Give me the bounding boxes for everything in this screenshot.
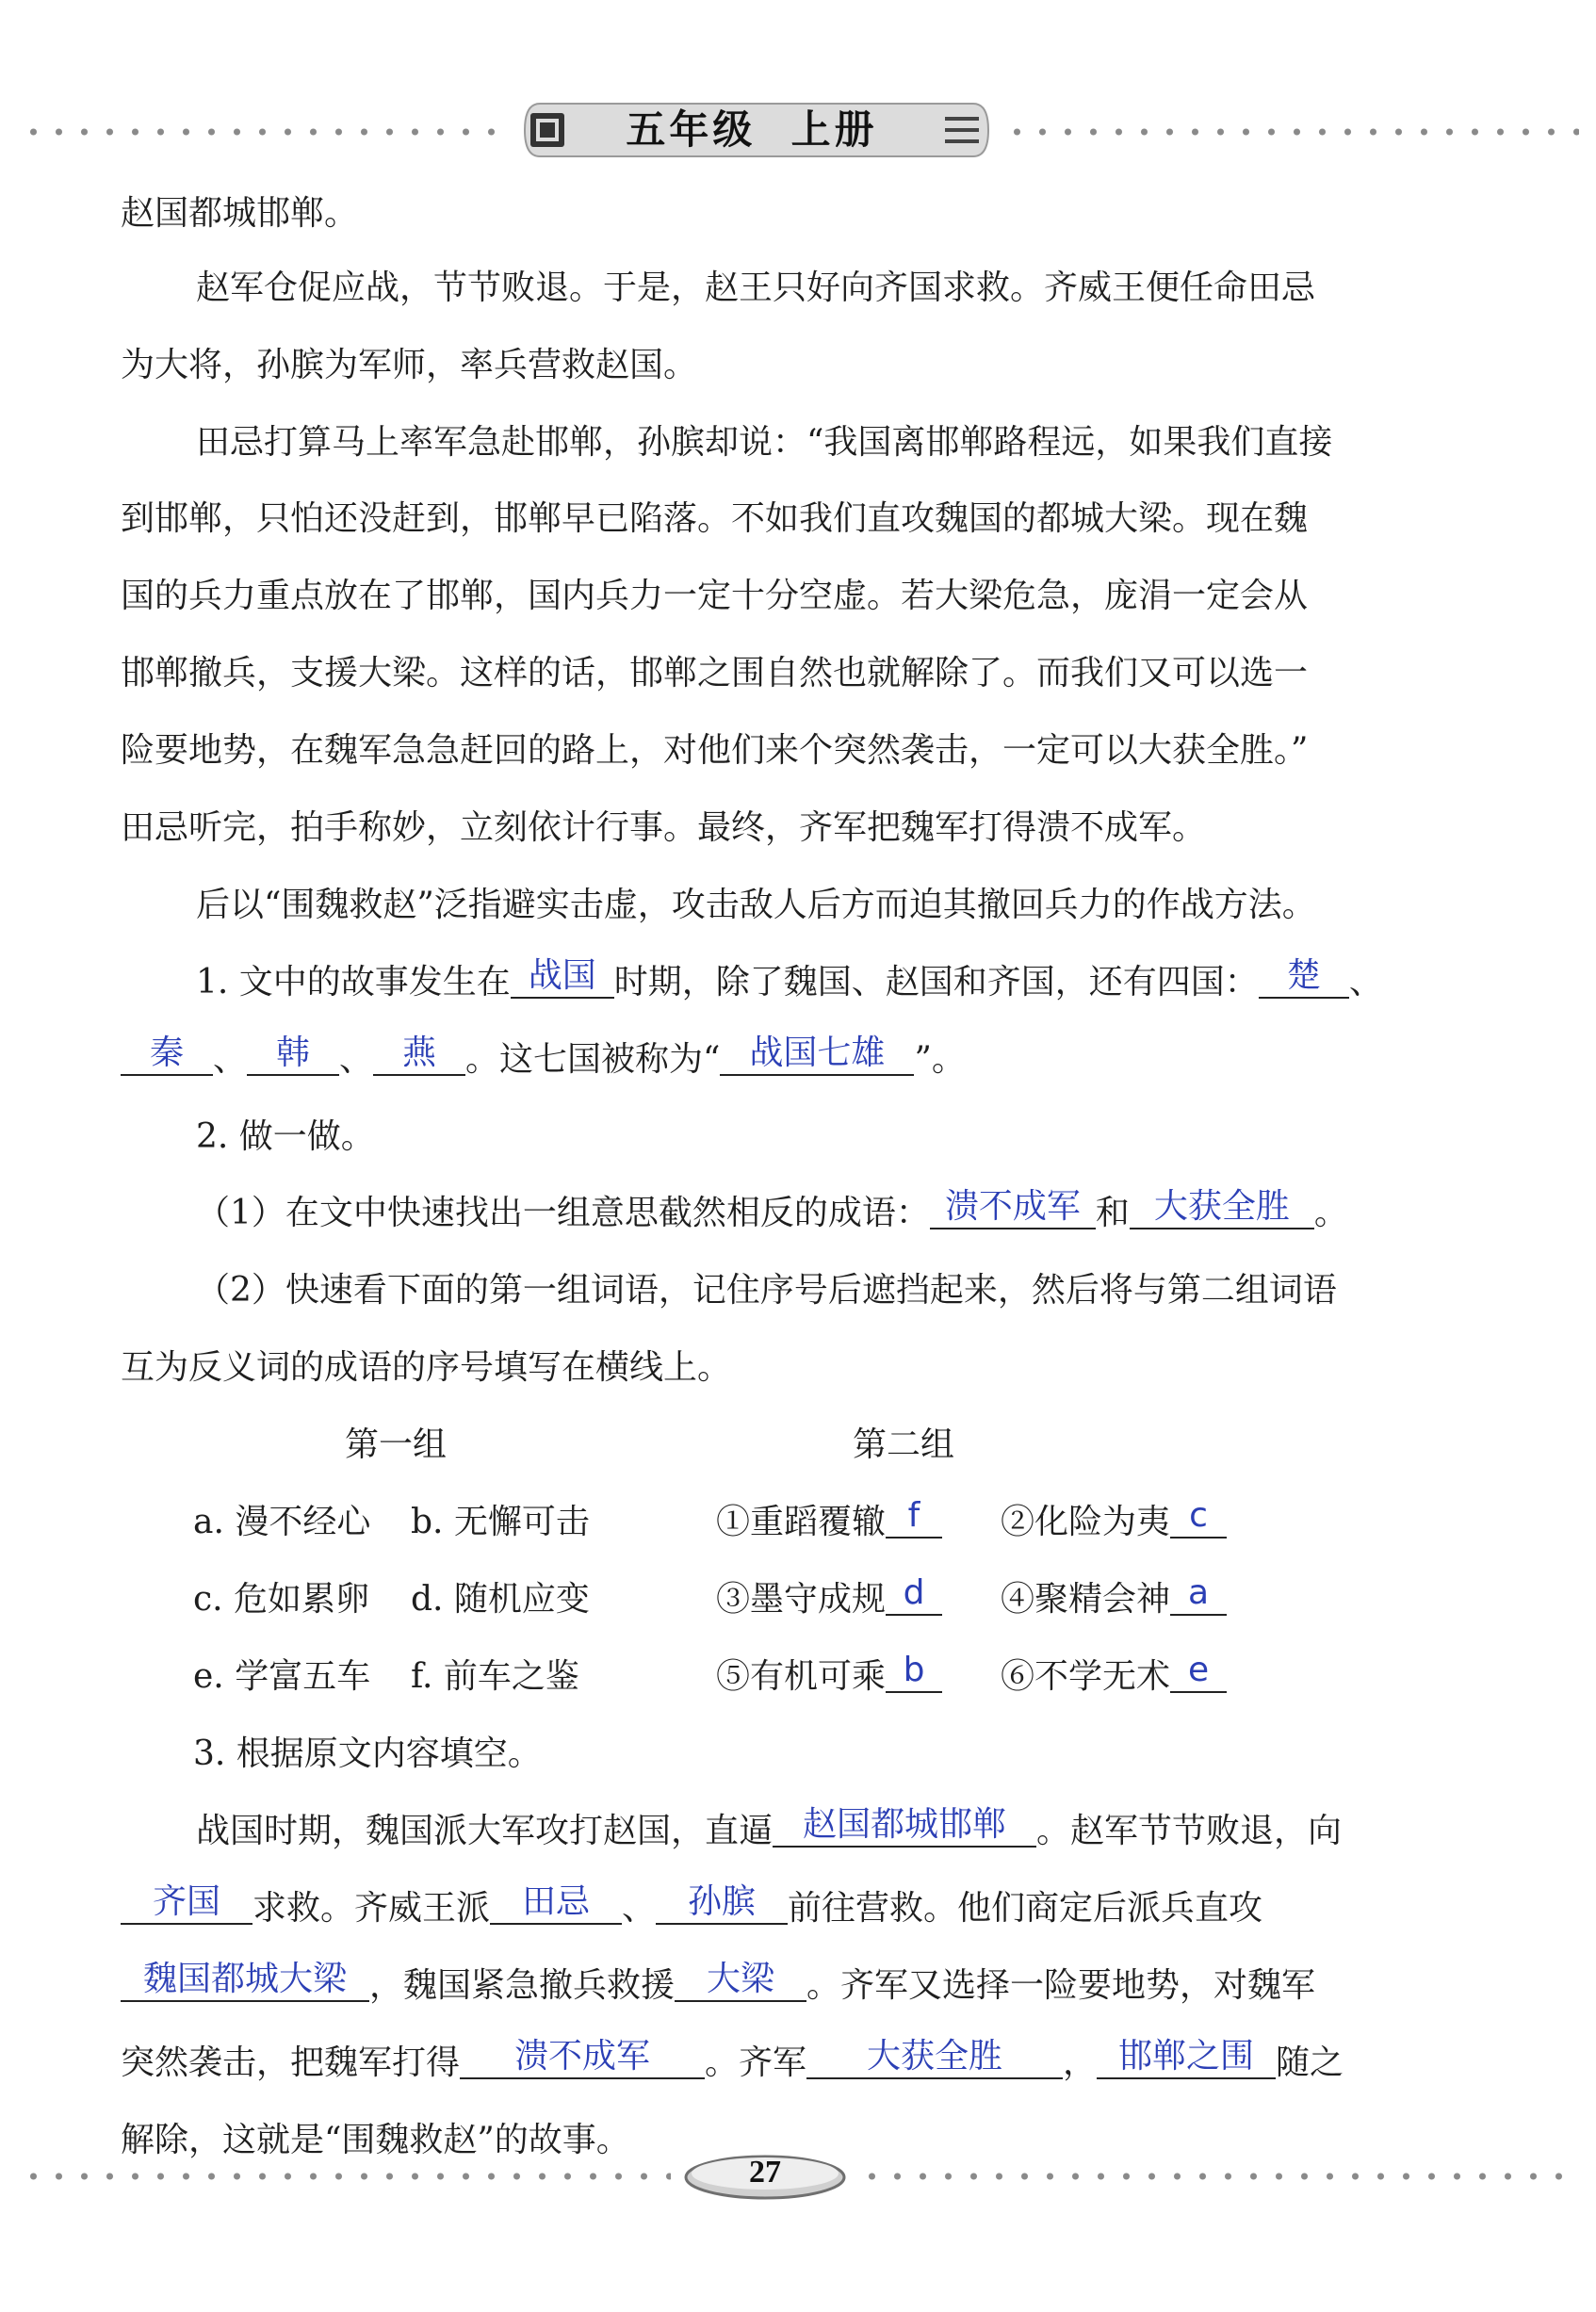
q1-blank-state[interactable] xyxy=(1259,956,1349,999)
group2-item xyxy=(1001,1573,1227,1620)
group2-text: ④聚精会神 xyxy=(1001,1580,1171,1619)
q3-blank[interactable] xyxy=(806,2037,1063,2079)
q3-blank[interactable] xyxy=(121,1960,369,2002)
answer-text: 溃不成军 xyxy=(944,1187,1081,1226)
passage-line: 到邯郸，只怕还没赶到，邯郸早已陷落。不如我们直攻魏国的都城大梁。现在魏 xyxy=(121,499,1309,538)
q3-sep: ， xyxy=(1063,2043,1098,2082)
q3-text: 。齐军又选择一险要地势，对魏军 xyxy=(806,1966,1316,2005)
answer-text: 田忌 xyxy=(522,1882,591,1921)
q2-sub2-line1: （2）快速看下面的第一组词语，记住序号后遮挡起来，然后将与第二组词语 xyxy=(196,1271,1337,1310)
group1-item: a. 漫不经心 xyxy=(193,1503,371,1541)
header-banner xyxy=(521,102,992,158)
answer-text: c xyxy=(1189,1496,1208,1535)
group2-label: 第二组 xyxy=(853,1425,955,1464)
q1-text: ”。 xyxy=(914,1040,966,1079)
q3-text: ，魏国紧急撤兵救援 xyxy=(369,1966,676,2005)
q2-title: 2. 做一做。 xyxy=(196,1117,375,1156)
q3-text: 。齐军 xyxy=(705,2043,807,2082)
footer-dots-left xyxy=(21,2173,671,2180)
q2-text: （1）在文中快速找出一组意思截然相反的成语： xyxy=(196,1194,930,1232)
q1-line-1 xyxy=(196,956,1383,1003)
header-dots-left xyxy=(21,128,511,136)
q3-blank[interactable] xyxy=(656,1882,788,1925)
group2-blank[interactable] xyxy=(886,1573,942,1616)
q3-line-5: 解除，这就是“围魏救赵”的故事。 xyxy=(121,2121,630,2159)
q1-blank-period[interactable] xyxy=(511,956,614,999)
group1-item: c. 危如累卵 xyxy=(193,1580,370,1619)
q2-sub1 xyxy=(196,1187,1348,1234)
group2-blank[interactable] xyxy=(886,1496,942,1539)
group2-text: ③墨守成规 xyxy=(716,1580,887,1619)
group1-item: b. 无懈可击 xyxy=(411,1503,590,1541)
q3-text: 前往营救。他们商定后派兵直攻 xyxy=(788,1889,1263,1928)
q2-blank-idiom[interactable] xyxy=(1130,1187,1314,1229)
group2-item xyxy=(716,1651,942,1698)
q3-blank[interactable] xyxy=(1097,2037,1276,2079)
answer-text: 溃不成军 xyxy=(514,2037,651,2076)
passage-line: 后以“围魏救赵”泛指避实击虚，攻击敌人后方而迫其撤回兵力的作战方法。 xyxy=(196,886,1316,924)
q3-line-4 xyxy=(121,2037,1344,2084)
group2-item xyxy=(1001,1651,1227,1698)
answer-text: 楚 xyxy=(1286,956,1321,995)
group1-item: f. 前车之鉴 xyxy=(411,1657,579,1696)
header-title: 五年级 上册 xyxy=(626,106,878,153)
q2-blank-idiom[interactable] xyxy=(930,1187,1096,1229)
passage-line: 险要地势，在魏军急急赶回的路上，对他们来个突然袭击，一定可以大获全胜。” xyxy=(121,731,1309,770)
group2-blank[interactable] xyxy=(1170,1496,1227,1539)
q1-blank-state[interactable] xyxy=(121,1034,213,1076)
q2-text: 和 xyxy=(1095,1194,1130,1232)
answer-text: 大获全胜 xyxy=(1153,1187,1290,1226)
q3-blank[interactable] xyxy=(121,1882,252,1925)
q1-line-2 xyxy=(121,1034,966,1081)
q3-text: 求救。齐威王派 xyxy=(252,1889,491,1928)
group2-text: ①重蹈覆辙 xyxy=(716,1503,887,1541)
q1-blank-state[interactable] xyxy=(373,1034,465,1076)
q2-sub2-line2: 互为反义词的成语的序号填写在横线上。 xyxy=(121,1348,732,1387)
q3-text: 战国时期，魏国派大军攻打赵国，直逼 xyxy=(196,1812,774,1850)
answer-text: b xyxy=(903,1651,925,1689)
group1-item: e. 学富五车 xyxy=(193,1657,371,1696)
answer-text: 大梁 xyxy=(707,1960,775,1998)
group2-blank[interactable] xyxy=(1170,1573,1227,1616)
group2-item xyxy=(716,1573,942,1620)
answer-text: 赵国都城邯郸 xyxy=(803,1805,1007,1844)
answer-text: d xyxy=(903,1573,925,1612)
page-number-badge xyxy=(682,2145,848,2206)
q3-blank[interactable] xyxy=(773,1805,1036,1848)
answer-text: 战国七雄 xyxy=(749,1034,886,1072)
q3-title: 3. 根据原文内容填空。 xyxy=(193,1734,542,1773)
answer-text: 大获全胜 xyxy=(867,2037,1003,2076)
passage-line: 国的兵力重点放在了邯郸，国内兵力一定十分空虚。若大梁危急，庞涓一定会从 xyxy=(121,577,1309,615)
group2-text: ②化险为夷 xyxy=(1001,1503,1171,1541)
group2-text: ⑥不学无术 xyxy=(1001,1657,1171,1696)
q3-text: 。赵军节节败退，向 xyxy=(1036,1812,1343,1850)
q1-blank-state[interactable] xyxy=(247,1034,339,1076)
q2-text: 。 xyxy=(1313,1194,1348,1232)
q1-text: 。这七国被称为“ xyxy=(465,1040,721,1079)
q1-sep: 、 xyxy=(1348,963,1383,1001)
passage-line: 赵国都城邯郸。 xyxy=(121,194,359,233)
answer-text: f xyxy=(907,1496,920,1535)
group2-blank[interactable] xyxy=(1170,1651,1227,1693)
q1-sep: 、 xyxy=(339,1040,374,1079)
passage-line: 田忌打算马上率军急赴邯郸，孙膑却说：“我国离邯郸路程远，如果我们直接 xyxy=(196,423,1333,462)
q1-blank-name[interactable] xyxy=(720,1034,914,1076)
group2-blank[interactable] xyxy=(886,1651,942,1693)
q1-text: 时期，除了魏国、赵国和齐国，还有四国： xyxy=(613,963,1259,1001)
answer-text: 邯郸之围 xyxy=(1118,2037,1255,2076)
header-dots-right xyxy=(1004,128,1579,136)
passage-line: 为大将，孙膑为军师，率兵营救赵国。 xyxy=(121,346,698,384)
group1-item: d. 随机应变 xyxy=(411,1580,590,1619)
q1-sep: 、 xyxy=(213,1040,248,1079)
passage-line: 邯郸撤兵，支援大梁。这样的话，邯郸之围自然也就解除了。而我们又可以选一 xyxy=(121,654,1309,692)
q3-blank[interactable] xyxy=(460,2037,705,2079)
q3-blank[interactable] xyxy=(490,1882,622,1925)
group1-label: 第一组 xyxy=(345,1425,448,1464)
answer-text: 战国 xyxy=(528,956,596,995)
answer-text: 齐国 xyxy=(152,1882,220,1921)
q3-line-3 xyxy=(121,1960,1316,2007)
lines-icon xyxy=(945,117,979,121)
q3-blank[interactable] xyxy=(675,1960,806,2002)
q3-text: 随之 xyxy=(1276,2043,1344,2082)
q1-text: 1. 文中的故事发生在 xyxy=(196,963,511,1001)
answer-text: 孙膑 xyxy=(688,1882,757,1921)
page-number: 27 xyxy=(749,2155,781,2190)
passage-line: 赵军仓促应战，节节败退。于是，赵王只好向齐国求救。齐威王便任命田忌 xyxy=(196,269,1316,307)
q3-text: 突然袭击，把魏军打得 xyxy=(121,2043,461,2082)
answer-text: 燕 xyxy=(402,1034,437,1072)
group2-item xyxy=(1001,1496,1227,1543)
q3-line-1 xyxy=(196,1805,1343,1852)
q3-sep: 、 xyxy=(622,1889,657,1928)
footer-dots-right xyxy=(859,2173,1575,2180)
group2-text: ⑤有机可乘 xyxy=(716,1657,887,1696)
q3-line-2 xyxy=(121,1882,1263,1929)
answer-text: 秦 xyxy=(149,1034,184,1072)
passage-line: 田忌听完，拍手称妙，立刻依计行事。最终，齐军把魏军打得溃不成军。 xyxy=(121,808,1207,847)
answer-text: 魏国都城大梁 xyxy=(142,1960,347,1998)
answer-text: e xyxy=(1187,1651,1210,1689)
answer-text: a xyxy=(1187,1573,1210,1612)
answer-text: 韩 xyxy=(276,1034,311,1072)
group2-item xyxy=(716,1496,942,1543)
